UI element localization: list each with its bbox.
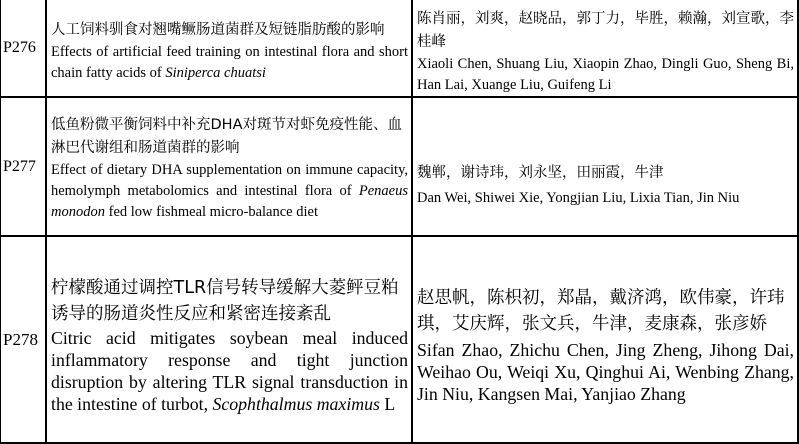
title-cell bbox=[46, 97, 412, 236]
table-row bbox=[0, 97, 798, 236]
authors-cell bbox=[412, 0, 798, 97]
title-en bbox=[51, 42, 408, 84]
authors-en: Xiaoli Chen, Shuang Liu, Xiaopin Zhao, Dingli Guo, Sheng Bi, Han Lai, Xuange Liu, Guifeng Li bbox=[417, 55, 794, 93]
title-en-tail: fed low fishmeal micro-balance diet bbox=[104, 203, 318, 220]
authors-zh: 陈肖丽，刘爽，赵晓品，郭丁力，毕胜，赖瀚，刘宣歌，李桂峰 bbox=[417, 10, 794, 50]
paper-id: P276 bbox=[0, 0, 46, 97]
title-cell bbox=[46, 0, 412, 97]
species-name: Siniperca chuatsi bbox=[165, 65, 266, 81]
table-row bbox=[0, 236, 798, 443]
species-name: Penaeus monodon bbox=[51, 182, 408, 220]
title-en-main: Effect of dietary DHA supplementation on immune capacity, hemolymph metabolomics and intestinal flora of bbox=[51, 161, 408, 199]
title-en bbox=[51, 160, 408, 223]
title-en-main: Citric acid mitigates soybean meal induced inflammatory response and tight junction disruption by altering TLR signal transduction in the intestine of turbot, bbox=[51, 328, 408, 414]
authors-zh: 赵思帆，陈枳初，郑晶，戴济鸿，欧伟豪，许玮琪，艾庆辉，张文兵，牛津，麦康森，张彦娇 bbox=[417, 288, 785, 334]
title-zh: 低鱼粉微平衡饲料中补充DHA对斑节对虾免疫性能、血淋巴代谢组和肠道菌群的影响 bbox=[51, 116, 402, 156]
authors-cell bbox=[412, 97, 798, 236]
title-zh: 人工饲料驯食对翘嘴鳜肠道菌群及短链脂肪酸的影响 bbox=[51, 22, 385, 38]
title-en-main: Effects of artificial feed training on intestinal flora and short chain fatty acids of bbox=[51, 44, 408, 81]
title-cell bbox=[46, 236, 412, 443]
title-zh: 柠檬酸通过调控TLR信号转导缓解大菱鲆豆粕诱导的肠道炎性反应和紧密连接紊乱 bbox=[51, 278, 399, 324]
table-row bbox=[0, 0, 798, 97]
authors-en: Dan Wei, Shiwei Xie, Yongjian Liu, Lixia Tian, Jin Niu bbox=[417, 190, 740, 206]
paper-id: P277 bbox=[0, 97, 46, 236]
title-en bbox=[51, 327, 408, 415]
authors-en: Sifan Zhao, Zhichu Chen, Jing Zheng, Jihong Dai, Weihao Ou, Weiqi Xu, Qinghui Ai, Wenbing Zhang, Jin Niu, Kangsen Mai, Yanjiao Zhang bbox=[417, 340, 794, 404]
authors-zh: 魏郸，谢诗玮，刘永坚，田丽霞，牛津 bbox=[417, 165, 664, 181]
species-name: Scophthalmus maximus bbox=[212, 394, 380, 414]
authors-cell bbox=[412, 236, 798, 443]
title-en-tail: L bbox=[379, 394, 396, 414]
paper-id: P278 bbox=[0, 236, 46, 443]
